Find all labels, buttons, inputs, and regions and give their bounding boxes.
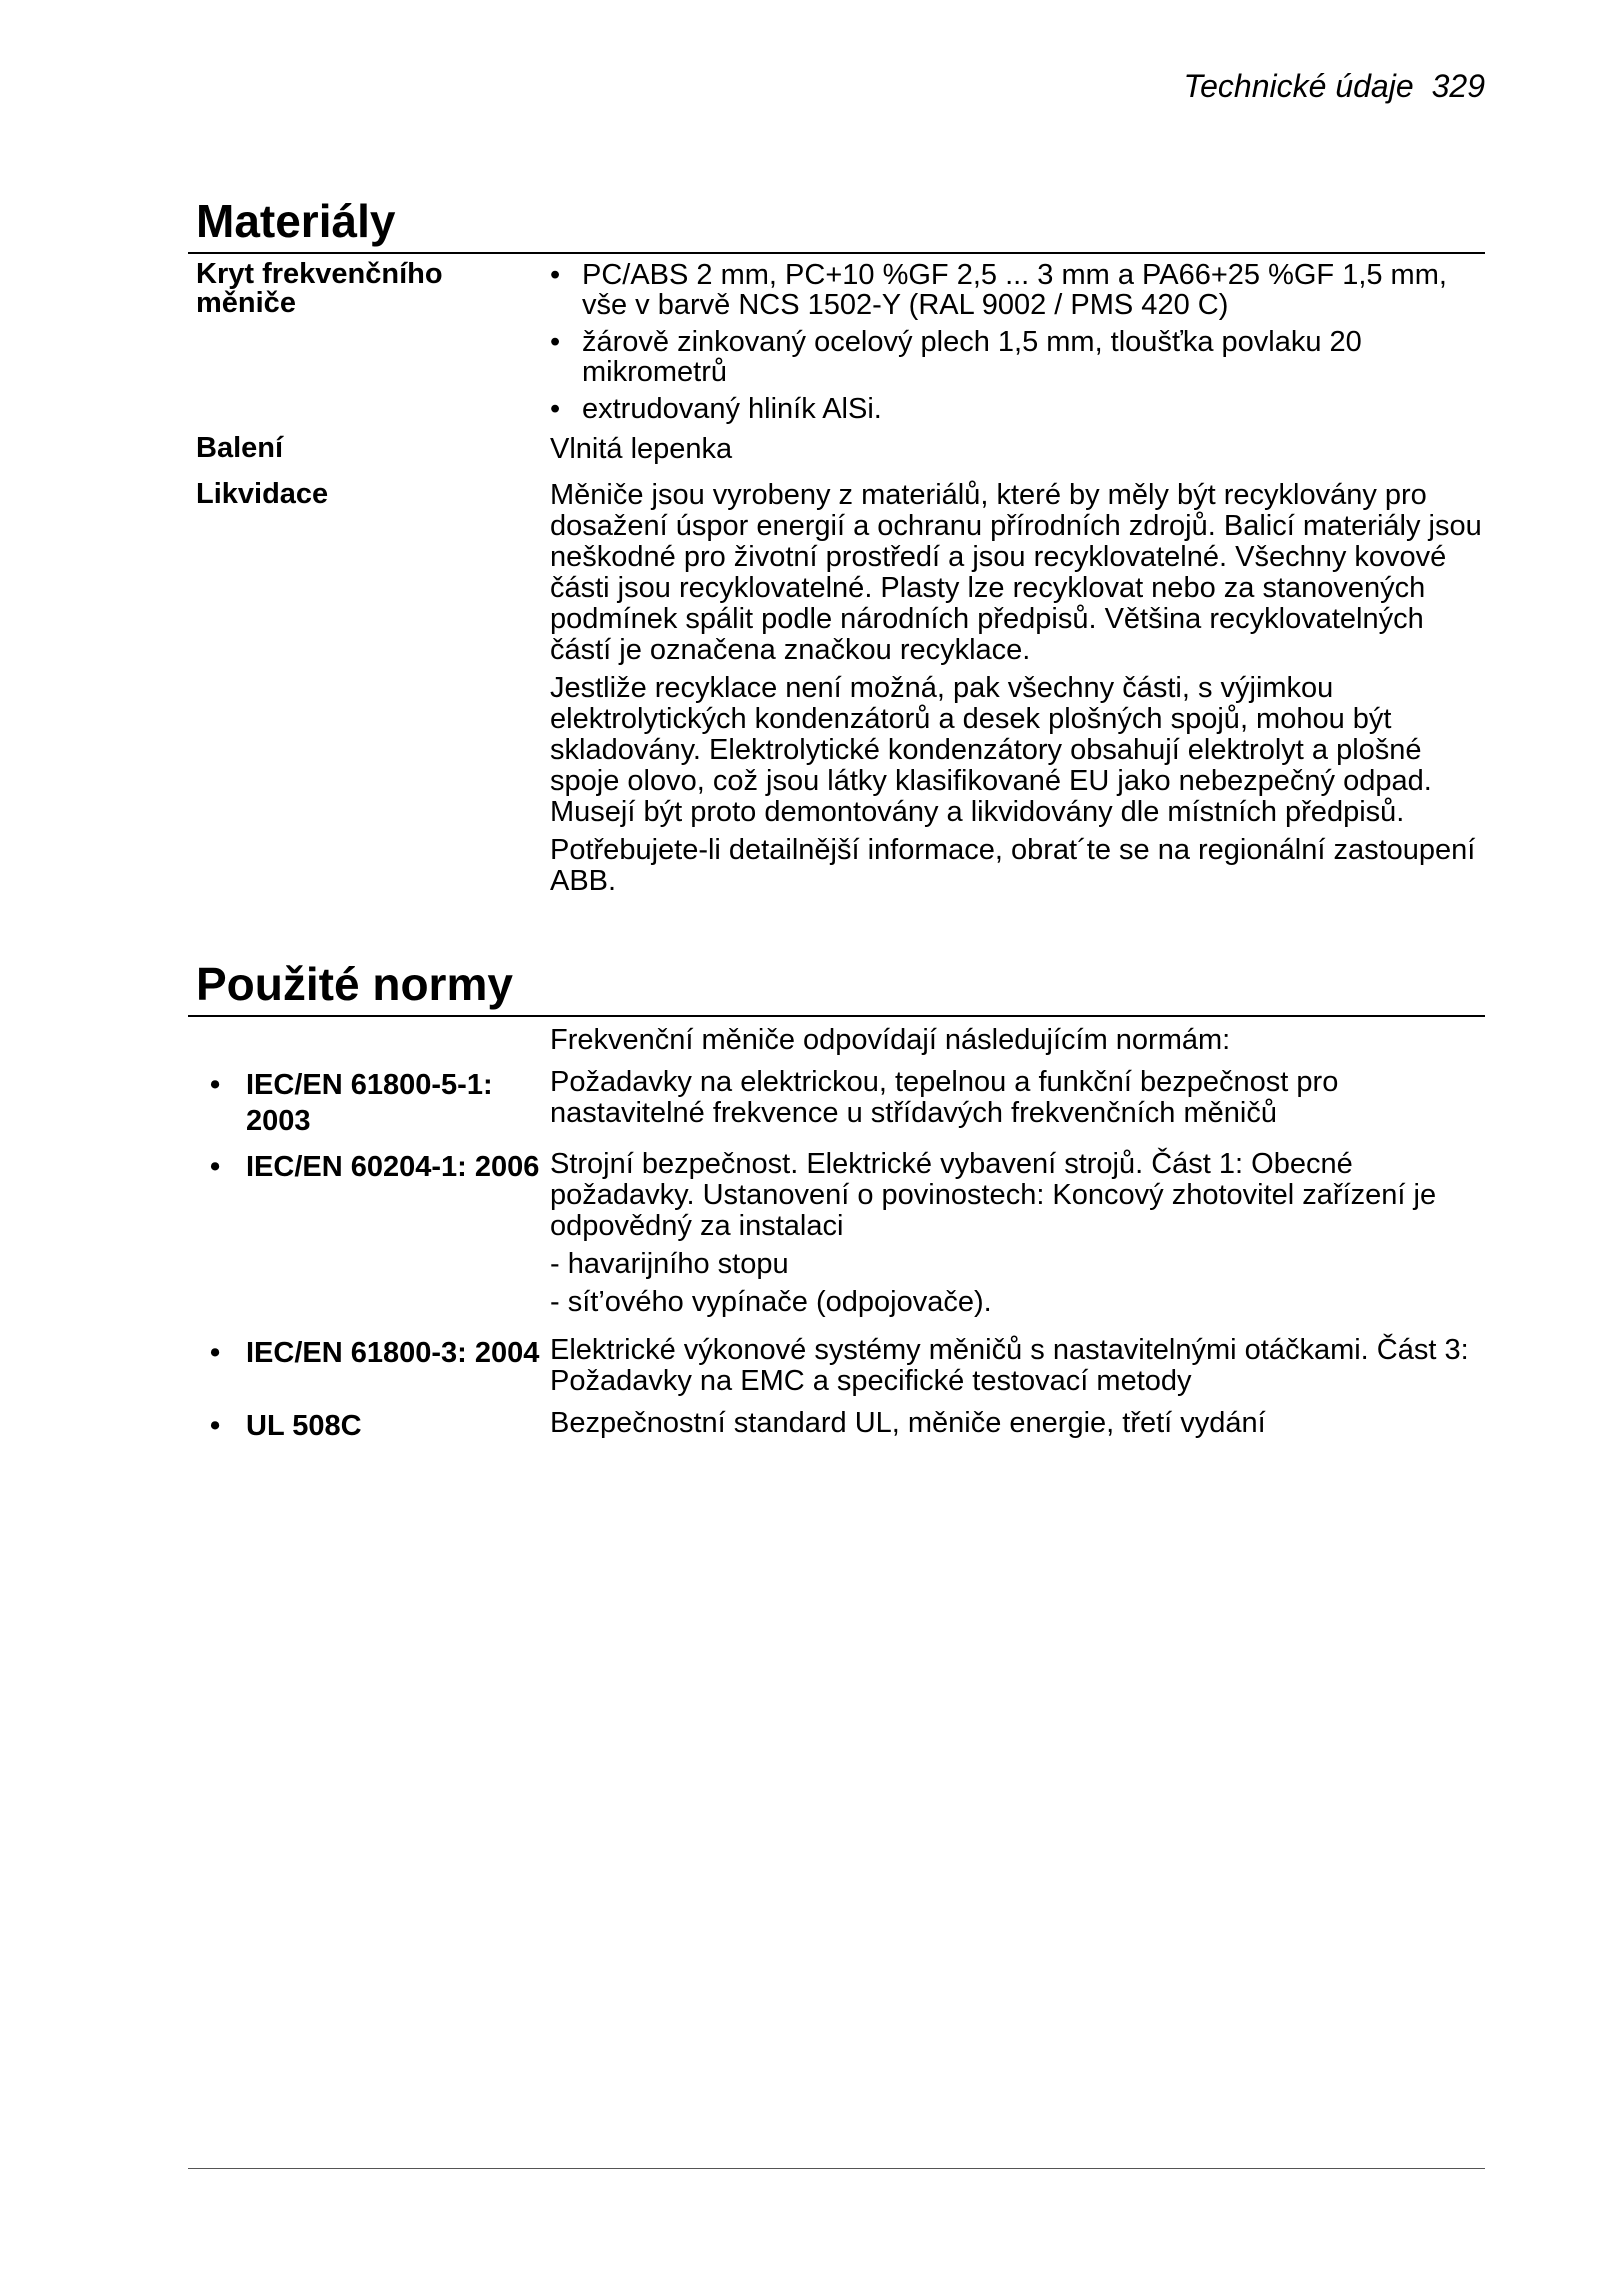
bullet: • [210, 1337, 221, 1369]
norm-row [188, 1408, 1485, 1446]
materials-section [188, 192, 1485, 904]
header-title: Technické údaje [1183, 68, 1414, 104]
norm-row [188, 1149, 1485, 1325]
norm-row [188, 1067, 1485, 1139]
norm-label: IEC/EN 61800-3: 2004 [246, 1337, 540, 1369]
bullet: • [210, 1410, 221, 1442]
materials-row-packaging [188, 434, 1485, 472]
list-item: • žárově zinkovaný ocelový plech 1,5 mm, tloušťka povlaku 20 mikrometrů [550, 327, 1485, 387]
materials-row-disposal [188, 480, 1485, 904]
norm-row [188, 1335, 1485, 1404]
paragraph: Měniče jsou vyrobeny z materiálů, které by měly být recyklovány pro dosažení úspor energií a ochranu přírodních zdrojů. Balicí materiály jsou neškodné pro životní prostředí a jsou recyklovatelné. Všechny kovové části jsou recyklovatelné. Plasty lze recyklovat nebo za stanovených podmínek spálit podle národních předpisů. Většina recyklovatelných částí je označena značkou recyklace. [550, 479, 1482, 666]
row-label: Likvidace [196, 478, 329, 510]
row-value [550, 260, 1485, 431]
materials-row-housing [188, 260, 1485, 431]
paragraph: Jestliže recyklace není možná, pak všechny části, s výjimkou elektrolytických kondenzátorů a desek plošných spojů, mohou být skladovány. Elektrolytické kondenzátory obsahují elektrolyt a plošné spoje olovo, což jsou látky klasifikované EU jako nebezpečný odpad. Musejí být proto demontovány a likvidovány dle místních předpisů. [550, 672, 1432, 828]
paragraph: Požadavky na elektrickou, tepelnou a funkční bezpečnost pro nastavitelné frekvence u střídavých frekvenčních měničů [550, 1066, 1339, 1129]
row-value [550, 480, 1485, 904]
bullet: • [210, 1069, 221, 1101]
norms-section [188, 955, 1485, 1446]
row-label: Balení [196, 432, 284, 464]
page-header [1184, 68, 1485, 105]
paragraph: Vlnitá lepenka [550, 433, 733, 465]
row-label: Kryt frekvenčního měniče [196, 258, 443, 319]
norm-label: IEC/EN 60204-1: 2006 [246, 1151, 540, 1183]
materials-heading: Materiály [196, 195, 396, 247]
norms-intro-row [188, 1025, 1485, 1063]
paragraph: Elektrické výkonové systémy měničů s nastavitelnými otáčkami. Část 3: Požadavky na EMC a specifické testovací metody [550, 1334, 1469, 1397]
paragraph: Bezpečnostní standard UL, měniče energie, třetí vydání [550, 1407, 1266, 1439]
norms-intro: Frekvenční měniče odpovídají následujícím normám: [550, 1024, 1231, 1056]
norm-label: UL 508C [246, 1410, 362, 1442]
page-number: 329 [1431, 68, 1485, 104]
list-item: • PC/ABS 2 mm, PC+10 %GF 2,5 ... 3 mm a PA66+25 %GF 1,5 mm, vše v barvě NCS 1502-Y (RAL 9002 / PMS 420 C) [550, 260, 1485, 320]
paragraph: - havarijního stopu [550, 1248, 789, 1280]
paragraph: - sít’ového vypínače (odpojovače). [550, 1286, 992, 1318]
norm-label: IEC/EN 61800-5-1: 2003 [246, 1069, 493, 1137]
row-value [550, 434, 1485, 472]
footer-rule [188, 2168, 1485, 2169]
norms-rule [188, 1015, 1485, 1017]
norms-heading: Použité normy [196, 958, 513, 1010]
bullet: • [210, 1151, 221, 1183]
paragraph: Potřebujete-li detailnější informace, obrat´te se na regionální zastoupení ABB. [550, 834, 1476, 897]
list-item: • extrudovaný hliník AlSi. [550, 394, 1485, 424]
paragraph: Strojní bezpečnost. Elektrické vybavení strojů. Část 1: Obecné požadavky. Ustanovení o povinostech: Koncový zhotovitel zařízení je odpovědný za instalaci [550, 1148, 1437, 1242]
materials-rule [188, 252, 1485, 254]
